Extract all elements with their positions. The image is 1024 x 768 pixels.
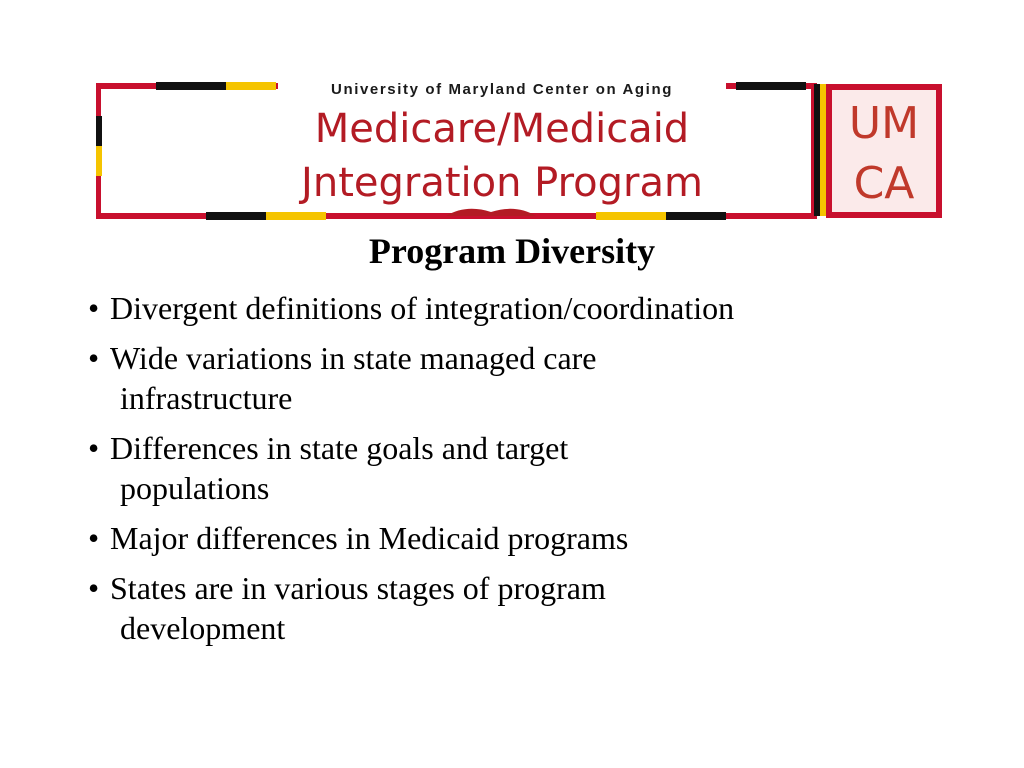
bullet-item <box>88 568 928 648</box>
bullet-item <box>88 518 928 558</box>
umca-emblem <box>826 84 942 218</box>
slide-title: Program Diversity <box>368 231 656 271</box>
bullet-text: Differences in state goals and target <box>110 430 569 466</box>
bullet-text-continuation: development <box>120 610 286 646</box>
bullet-list <box>88 288 928 658</box>
program-name-line1: Medicare/Medicaid <box>314 106 690 152</box>
bullet-icon: • <box>88 340 100 376</box>
bullet-icon: • <box>88 430 100 466</box>
emblem-ca-text: CA <box>853 158 915 209</box>
bullet-item <box>88 428 928 508</box>
bullet-icon: • <box>88 290 100 326</box>
program-banner-logo <box>96 76 944 221</box>
bullet-text-continuation: infrastructure <box>120 380 293 416</box>
program-name-line2: Jntegration Program <box>301 160 703 206</box>
bullet-text: Wide variations in state managed care <box>110 340 597 376</box>
bullet-text: States are in various stages of program <box>110 570 606 606</box>
bullet-text: Divergent definitions of integration/coordination <box>110 290 735 326</box>
org-name: University of Maryland Center on Aging <box>331 81 673 98</box>
bullet-icon: • <box>88 520 100 556</box>
bullet-text-continuation: populations <box>120 470 270 506</box>
emblem-um-text: UM <box>848 98 920 149</box>
bullet-icon: • <box>88 570 100 606</box>
bullet-item <box>88 338 928 418</box>
bullet-text: Major differences in Medicaid programs <box>110 520 629 556</box>
bullet-item <box>88 288 928 328</box>
